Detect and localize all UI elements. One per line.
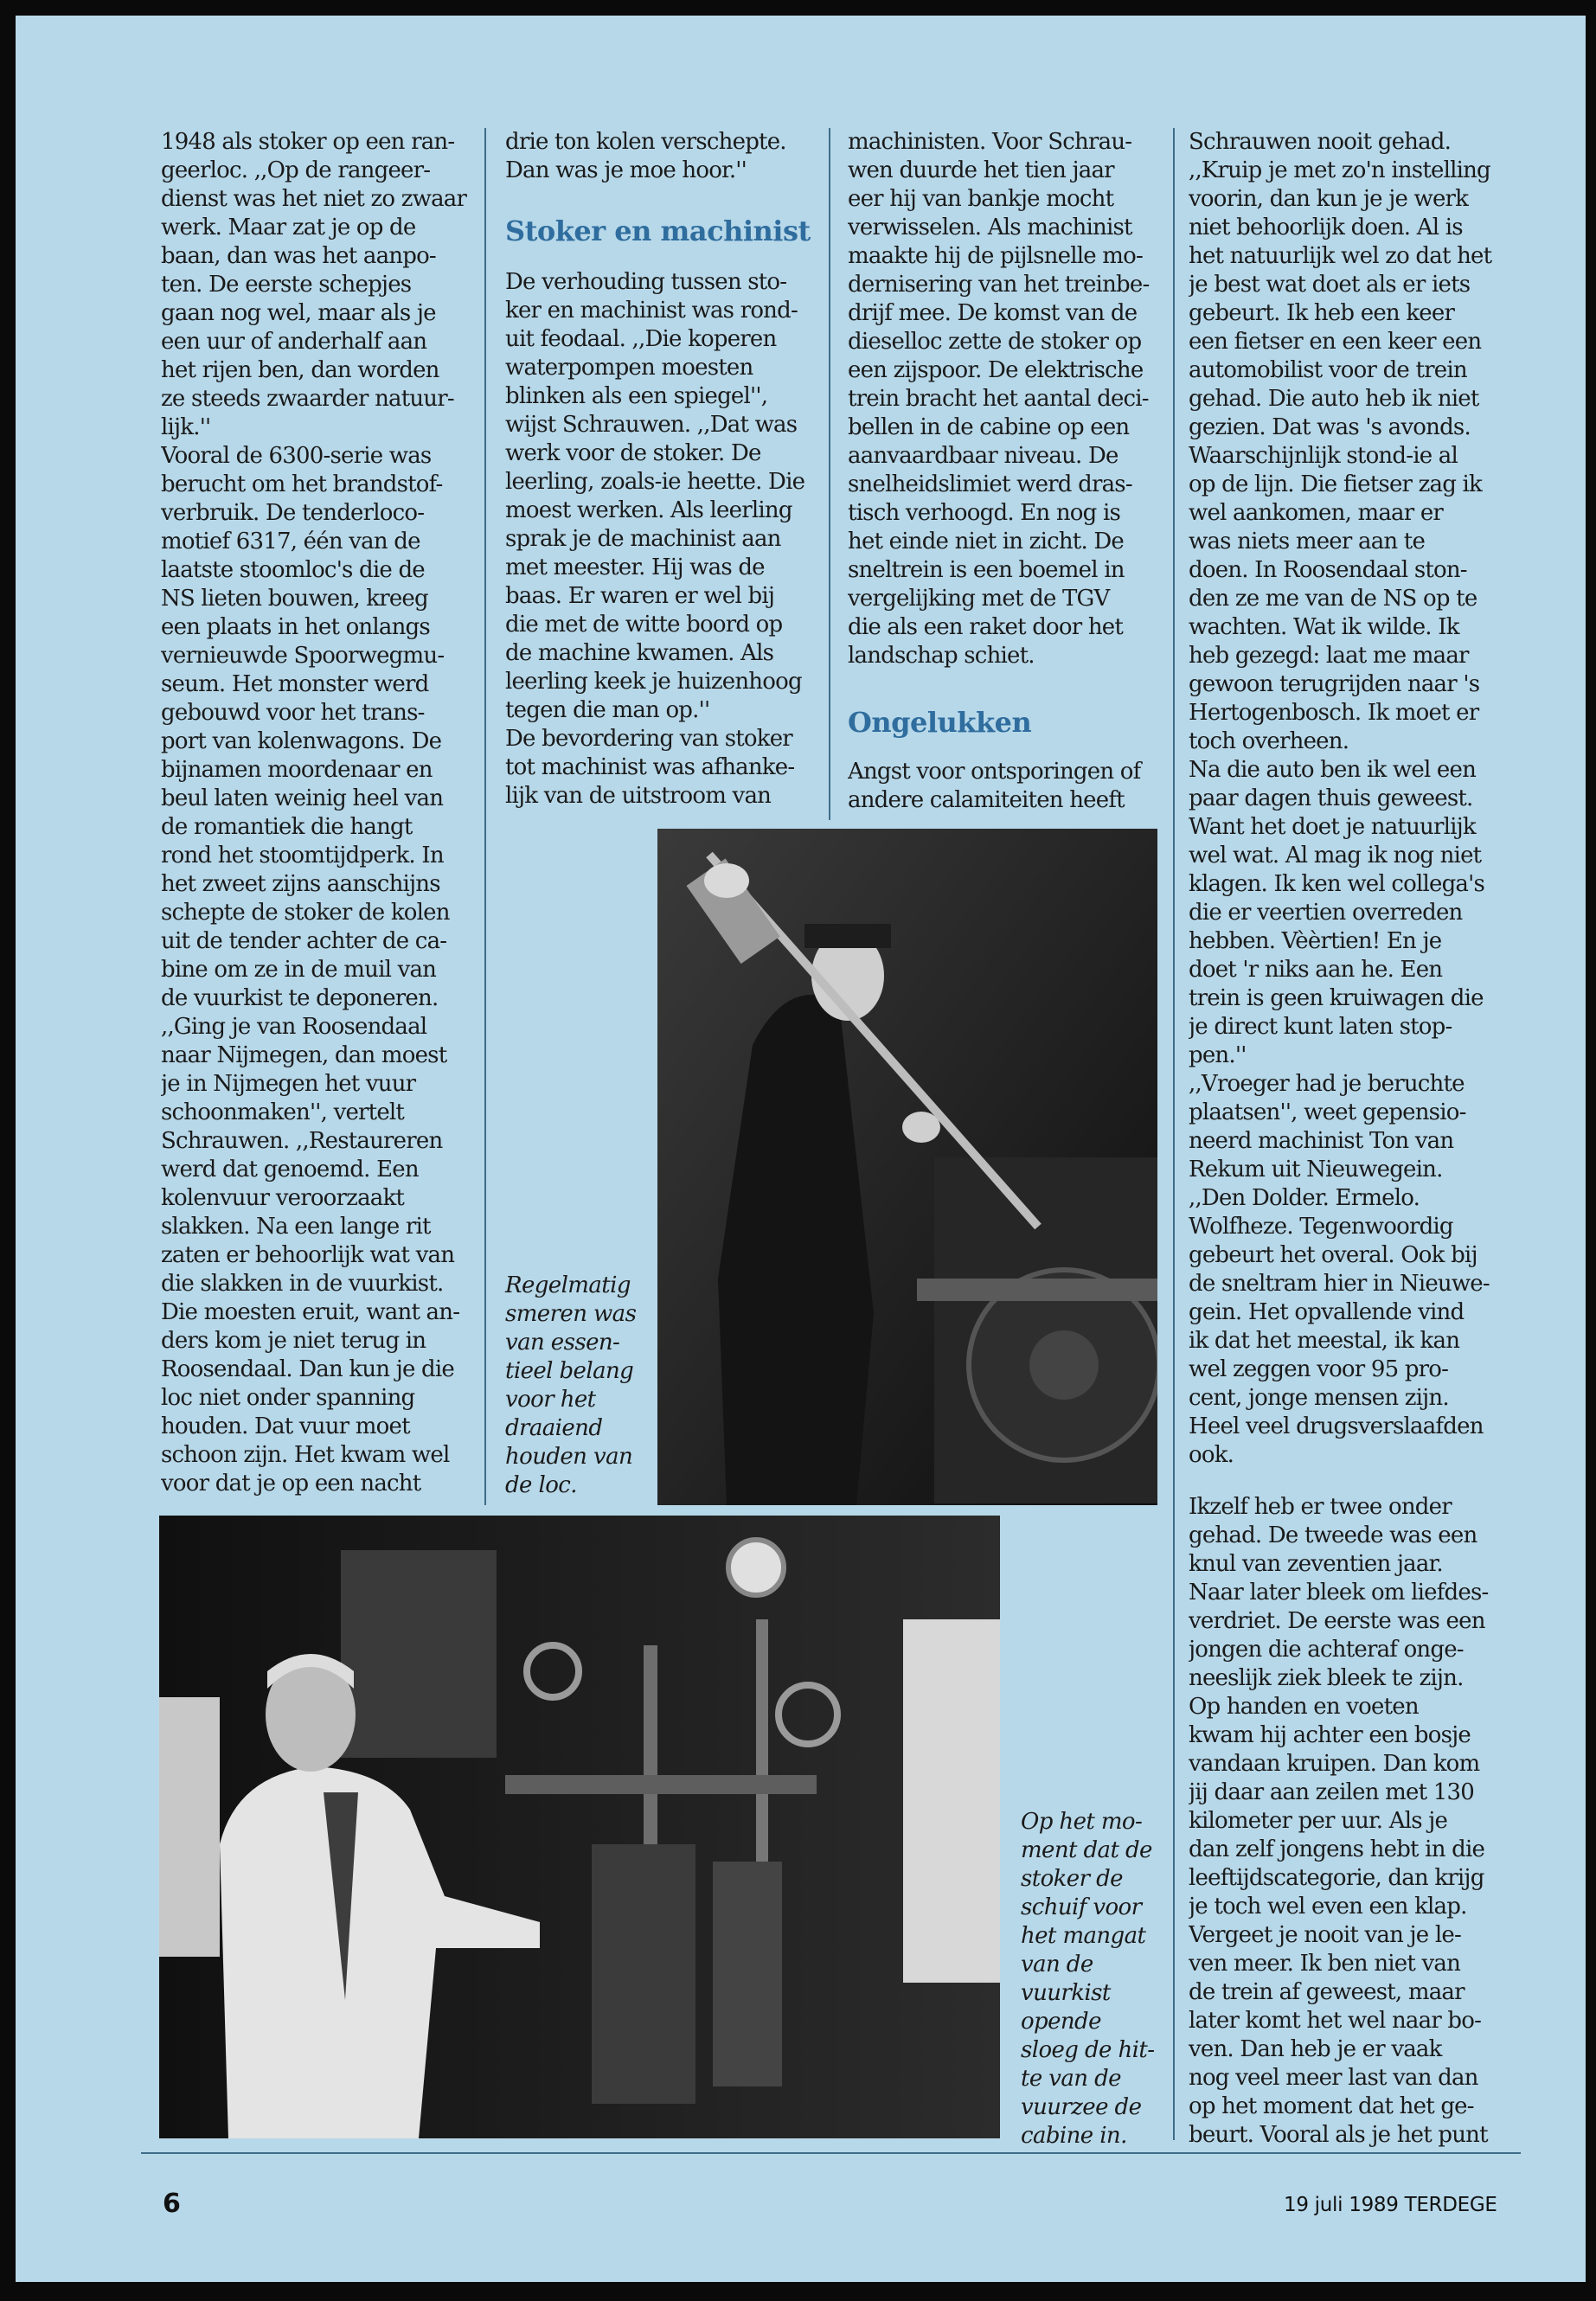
article-column-3-body: machinisten. Voor Schrau- wen duurde het tien jaar eer hij van bankje mocht verwisselen. Als machinist maakte hij de pijlsnelle mo- dernisering van het treinbe- drijf mee. De komst van de dieselloc zette de stoker op een zijspoor. De elektrische trein bracht het aantal deci- bellen in de cabine op een aanvaardbaar niveau. De snelheidslimiet werd dras- tisch verhoogd. En nog is het einde niet in zicht. De sneltrein is een boemel in vergelijking met de TGV die als een raket door het landschap schiet. [848,129,1150,669]
photo-caption-1: Regelmatig smeren was van essen- tieel belang voor het draaiend houden van de loc. [505,1272,637,1498]
photo-stoker-greasing-loc [657,829,1157,1505]
article-column-4b: Ikzelf heb er twee onder gehad. De tweede was een knul van zeventien jaar. Naar later bleek om liefdes- verdriet. De eerste was een jongen die achteraf onge- neeslijk ziek bleek te zijn. Op handen en voeten kwam hij achter een bosje vandaan kruipen. Dan kom jij daar aan zeilen met 130 kilometer per uur. Als je dan zelf jongens hebt in die leeftijdscategorie, dan krijg je toch wel even een klap. Vergeet je nooit van je le- ven meer. Ik ben niet van de trein af geweest, maar later komt het wel naar bo- ven. Dan heb je er vaak nog veel meer last van dan op het moment dat het ge- beurt. Vooral als je het punt [1189,1494,1489,2148]
column-divider-2 [829,128,830,820]
photo-man-in-cab [159,1516,1000,2138]
page-number: 6 [163,2189,181,2219]
footer-rule [141,2152,1521,2154]
photo-caption-2: Op het mo- ment dat de stoker de schuif voor het mangat van de vuurkist opende sloeg de hit- te van de vuurzee de cabine in. [1021,1809,1155,2149]
section-heading-stoker-en-machinist: Stoker en machinist [505,215,811,247]
column-divider-3 [1173,128,1175,2140]
article-column-2-top: drie ton kolen verschepte. Dan was je moe hoor.'' [505,129,786,183]
column-divider-1 [484,128,486,1505]
article-column-1: 1948 als stoker op een ran- geerloc. ,,Op de rangeer- dienst was het niet zo zwaar werk. Maar zat je op de baan, dan was het aanpo- ten. De eerste schepjes gaan nog wel, maar als je een uur of anderhalf aan het rijen ben, dan worden ze steeds zwaarder natuur- lijk.'' Vooral de 6300-serie was berucht om het brandstof- verbruik. De tenderloco- motief 6317, één van de laatste stoomloc's die de NS lieten bouwen, kreeg een plaats in het onlangs vernieuwde Spoorwegmu- seum. Het monster werd gebouwd voor het trans- port van kolenwagons. De bijnamen moordenaar en beul laten weinig heel van de romantiek die hangt rond het stoomtijdperk. In het zweet zijns aanschijns schepte de stoker de kolen uit de tender achter de ca- bine om ze in de muil van de vuurkist te deponeren. ,,Ging je van Roosendaal naar Nijmegen, dan moest je in Nijmegen het vuur schoonmaken'', vertelt Schrauwen. ,,Restaureren werd dat genoemd. Een kolenvuur veroorzaakt slakken. Na een lange rit zaten er behoorlijk wat van die slakken in de vuurkist. Die moesten eruit, want an- ders kom je niet terug in Roosendaal. Dan kun je die loc niet onder spanning houden. Dat vuur moet schoon zijn. Het kwam wel voor dat je op een nacht [161,129,467,1497]
article-column-3-after: Angst voor ontsporingen of andere calamiteiten heeft [848,759,1141,813]
section-heading-ongelukken: Ongelukken [848,706,1032,739]
article-column-4a: Schrauwen nooit gehad. ,,Kruip je met zo'n instelling voorin, dan kun je je werk niet behoorlijk doen. Al is het natuurlijk wel zo dat het je best wat doet als er iets gebeurt. Ik heb een keer een fietser en een keer een automobilist voor de trein gehad. Die auto heb ik niet gezien. Dat was 's avonds. Waarschijnlijk stond-ie al op de lijn. Die fietser zag ik wel aankomen, maar er was niets meer aan te doen. In Roosendaal ston- den ze me van de NS op te wachten. Wat ik wilde. Ik heb gezegd: laat me maar gewoon terugrijden naar 's Hertogenbosch. Ik moet er toch overheen. Na die auto ben ik wel een paar dagen thuis geweest. Want het doet je natuurlijk wel wat. Al mag ik nog niet klagen. Ik ken wel collega's die er veertien overreden hebben. Vèèrtien! En je doet 'r niks aan he. Een trein is geen kruiwagen die je direct kunt laten stop- pen.'' ,,Vroeger had je beruchte plaatsen'', weet gepensio- neerd machinist Ton van Rekum uit Nieuwegein. ,,Den Dolder. Ermelo. Wolfheze. Tegenwoordig gebeurt het overal. Ook bij de sneltram hier in Nieuwe- gein. Het opvallende vind ik dat het meestal, ik kan wel zeggen voor 95 pro- cent, jonge mensen zijn. Heel veel drugsverslaafden ook. [1189,129,1492,1468]
magazine-page [16,16,1586,2282]
publication-date: 19 juli 1989 TERDEGE [1284,2194,1497,2216]
article-column-2-body: De verhouding tussen sto- ker en machinist was rond- uit feodaal. ,,Die koperen waterpompen moesten blinken als een spiegel'', wijst Schrauwen. ,,Dat was werk voor de stoker. De leerling, zoals-ie heette. Die moest werken. Als leerling sprak je de machinist aan met meester. Hij was de baas. Er waren er wel bij die met de witte boord op de machine kwamen. Als leerling keek je huizenhoog tegen die man op.'' De bevordering van stoker tot machinist was afhanke- lijk van de uitstroom van [505,269,805,809]
